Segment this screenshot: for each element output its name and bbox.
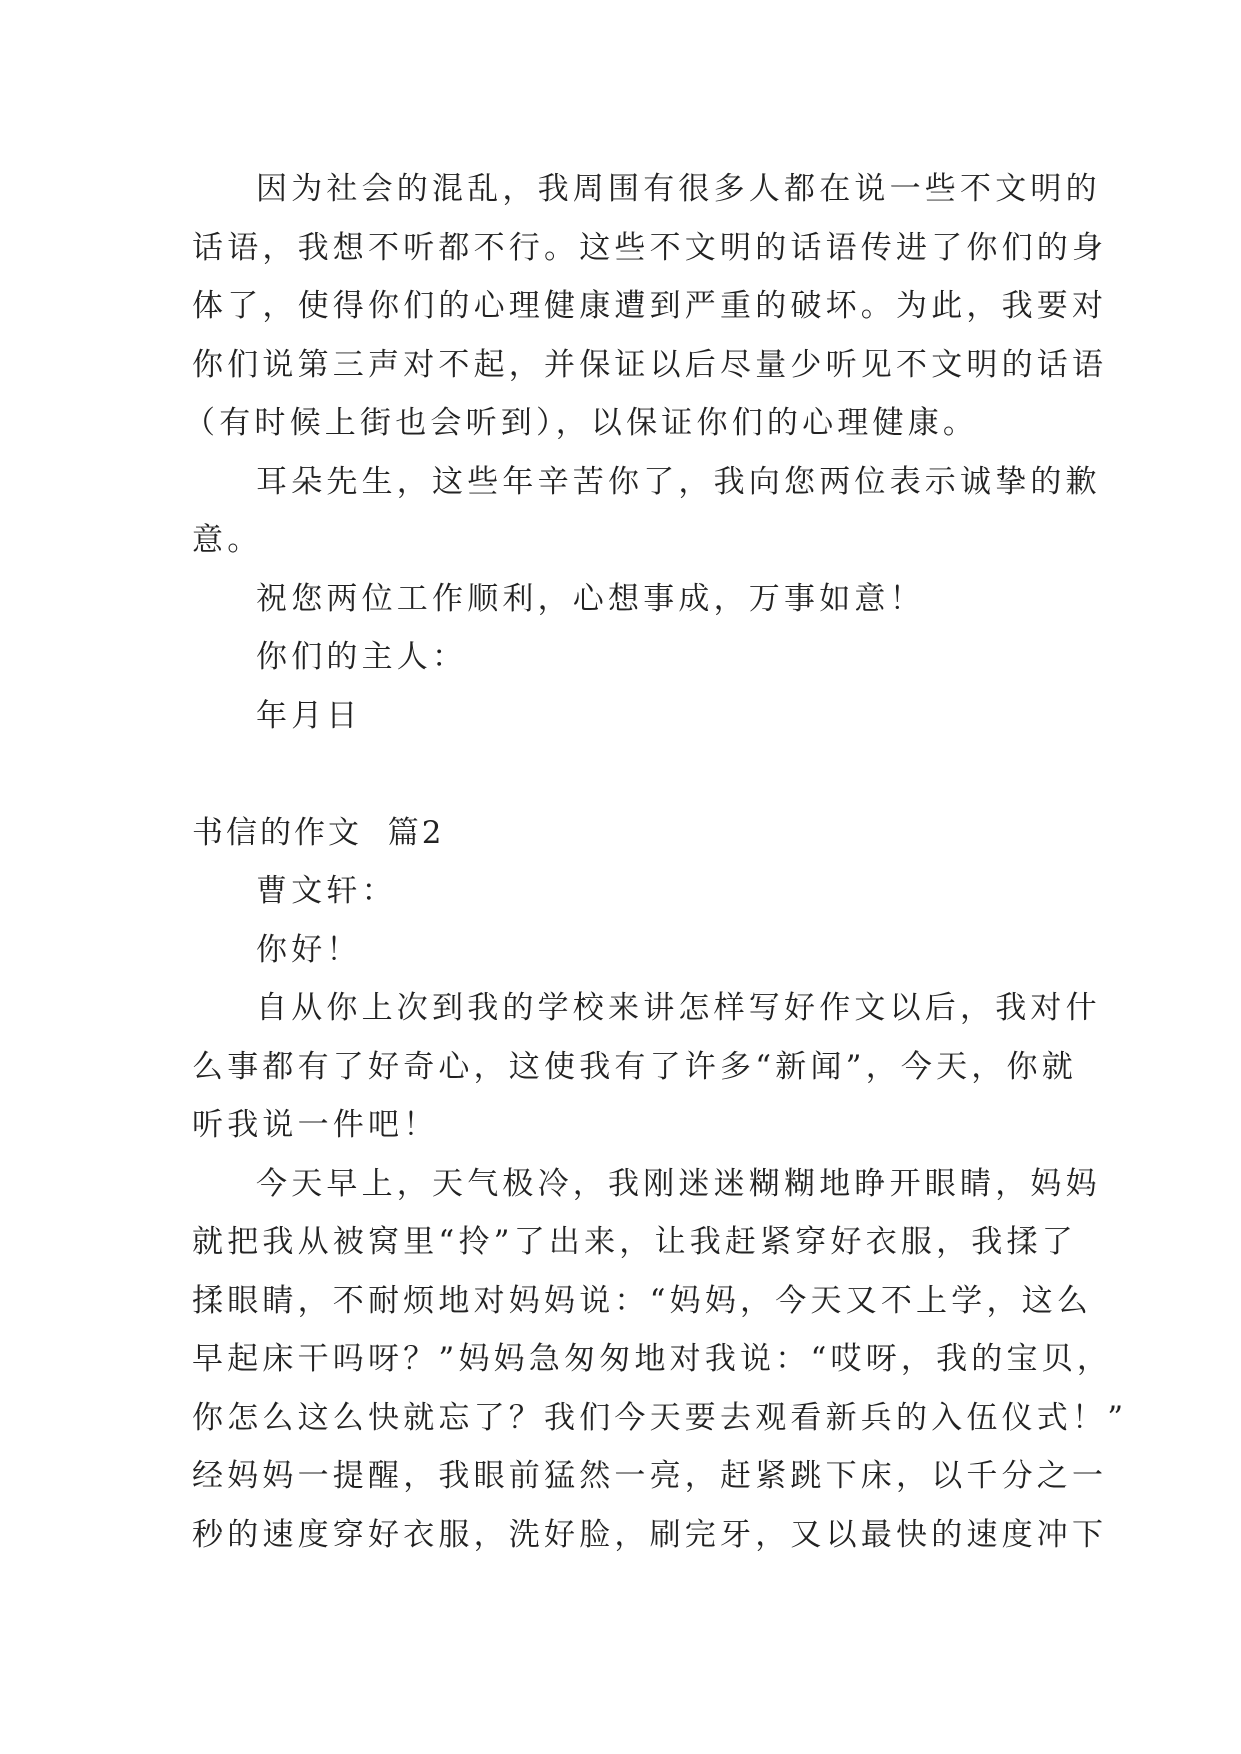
- text-line: 话语，我想不听都不行。这些不文明的话语传进了你们的身: [192, 229, 1108, 266]
- letter-wishes: 祝您两位工作顺利，心想事成，万事如意！: [256, 580, 925, 617]
- text-line: 经妈妈一提醒，我眼前猛然一亮，赶紧跳下床，以千分之一: [192, 1458, 1108, 1494]
- letter-salutation: 曹文轩：: [256, 873, 397, 909]
- text-line: 意。: [192, 522, 263, 558]
- text-line: 今天早上，天气极冷，我刚迷迷糊糊地睁开眼睛，妈妈: [256, 1165, 1101, 1202]
- letter-date: 年月日: [256, 697, 362, 734]
- text-line: 么事都有了好奇心，这使我有了许多“新闻”，今天，你就: [192, 1048, 1077, 1085]
- text-line: 听我说一件吧！: [192, 1107, 439, 1143]
- text-line: 因为社会的混乱，我周围有很多人都在说一些不文明的: [256, 171, 1101, 207]
- letter-paragraph-thanks: [192, 453, 1101, 570]
- letter-paragraph-intro: [192, 979, 1101, 1155]
- letter-signature: 你们的主人：: [256, 639, 468, 675]
- text-line: （有时候上街也会听到），以保证你们的心理健康。: [184, 405, 979, 441]
- letter-greeting: 你好！: [256, 931, 362, 968]
- section-heading: 书信的作文 篇2: [192, 814, 445, 851]
- text-line: 秒的速度穿好衣服，洗好脸，刷完牙，又以最快的速度冲下: [192, 1516, 1108, 1553]
- text-line: 早起床干吗呀？”妈妈急匆匆地对我说：“哎呀，我的宝贝，: [192, 1341, 1113, 1377]
- text-line: 就把我从被窝里“拎”了出来，让我赶紧穿好衣服，我揉了: [192, 1224, 1077, 1260]
- text-line: 揉眼睛，不耐烦地对妈妈说：“妈妈，今天又不上学，这么: [192, 1282, 1093, 1319]
- document-page: [184, 160, 1128, 1564]
- section-spacer: [192, 745, 1062, 804]
- text-line: 你们说第三声对不起，并保证以后尽量少听见不文明的话语: [192, 346, 1108, 383]
- text-line: 自从你上次到我的学校来讲怎样写好作文以后，我对什: [256, 990, 1101, 1026]
- letter-paragraph-apology: [184, 160, 1108, 453]
- text-line: 耳朵先生，这些年辛苦你了，我向您两位表示诚挚的歉: [256, 463, 1101, 500]
- letter-paragraph-story: [192, 1155, 1128, 1565]
- text-line: 体了，使得你们的心理健康遭到严重的破坏。为此，我要对: [192, 288, 1108, 324]
- text-line: 你怎么这么快就忘了？我们今天要去观看新兵的入伍仪式！”: [192, 1399, 1128, 1436]
